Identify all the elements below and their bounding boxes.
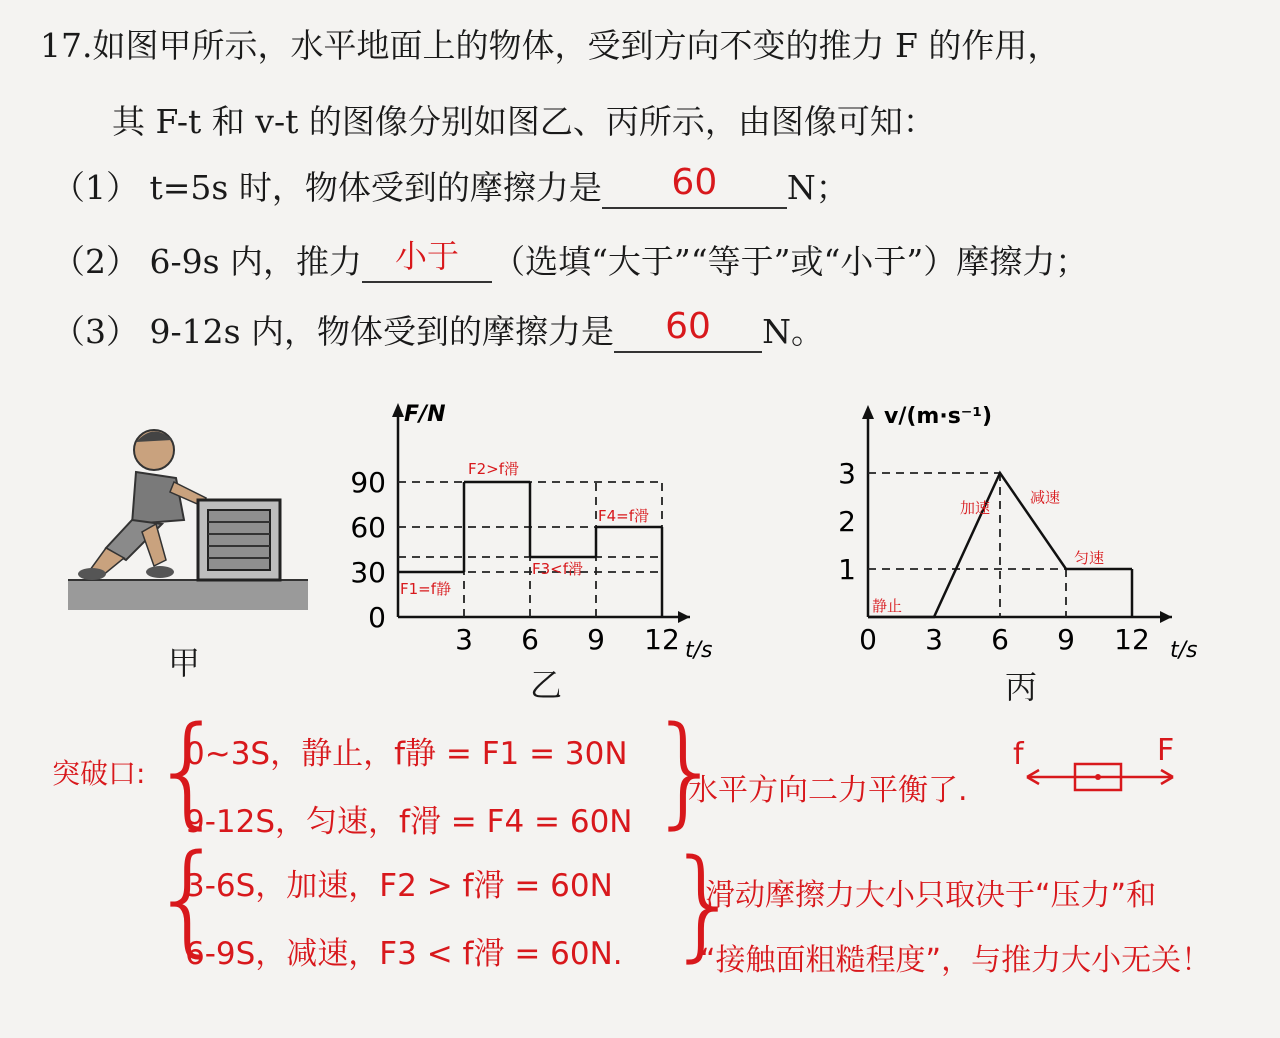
y-tick-label: 60 <box>350 511 386 544</box>
question-stem-1: 如图甲所示，水平地面上的物体，受到方向不变的推力 F 的作用， <box>92 26 1061 65</box>
x-tick-label: 12 <box>644 623 680 656</box>
q3-blank <box>614 306 762 353</box>
force-f-label: f <box>1013 737 1024 772</box>
note-friction-1: 滑动摩擦力大小只取决于“压力”和 <box>705 878 1157 913</box>
annotation-label: 静止 <box>872 597 903 615</box>
x-tick-label: 6 <box>521 623 539 656</box>
brace-1: { <box>150 702 227 841</box>
x-tick-label: 3 <box>925 623 943 656</box>
figure-jia-illustration <box>66 420 311 615</box>
y-tick-label: 1 <box>838 553 856 586</box>
y-tick-label: 0 <box>368 601 386 634</box>
question-part-2 <box>52 236 1088 283</box>
x-tick-label: 0 <box>859 623 877 656</box>
q2-blank <box>362 237 492 283</box>
question-part-3 <box>52 306 824 353</box>
note-row-4: 6-9S，减速，F3 < f滑 = 60N. <box>185 936 623 972</box>
question-stem-2: 其 F-t 和 v-t 的图像分别如图乙、丙所示，由图像可知： <box>112 102 936 141</box>
x-axis-label: t/s <box>685 638 713 663</box>
y-axis-arrow <box>862 405 874 419</box>
caption-yi: 乙 <box>530 666 563 704</box>
q2-suffix: （选填“大于”“等于”或“小于”）摩擦力； <box>492 242 1089 281</box>
note-balance: 水平方向二力平衡了. <box>688 773 968 808</box>
x-tick-label: 12 <box>1114 623 1150 656</box>
note-row-1: 0~3S，静止，f静 = F1 = 30N <box>185 736 628 772</box>
annotation-label: F4=f滑 <box>598 507 650 525</box>
annotation-label: 匀速 <box>1074 549 1105 567</box>
q1-blank <box>602 162 787 209</box>
x-tick-label: 3 <box>455 623 473 656</box>
brace-4: } <box>666 835 743 974</box>
annotation-label: F1=f静 <box>400 580 452 598</box>
q3-suffix: N。 <box>762 312 824 351</box>
q3-answer: 60 <box>665 306 711 347</box>
q1-suffix: N； <box>786 168 849 207</box>
annotation-label: 减速 <box>1030 488 1061 507</box>
force-diagram <box>1005 730 1205 810</box>
x-axis-arrow <box>678 611 690 623</box>
question-line-1 <box>40 20 1060 67</box>
boy-body <box>132 472 184 524</box>
question-part-1 <box>52 162 849 209</box>
question-number: 17. <box>40 26 93 65</box>
y-tick-label: 2 <box>838 505 856 538</box>
x-tick-label: 9 <box>1057 623 1075 656</box>
y-axis-label: v/(m·s⁻¹) <box>884 404 993 429</box>
force-F-label: F <box>1157 733 1175 768</box>
chart-bing <box>820 395 1220 695</box>
q3-prefix: （3） 9-12s 内，物体受到的摩擦力是 <box>52 312 615 351</box>
q2-answer: 小于 <box>395 237 460 275</box>
caption-bing: 丙 <box>1005 668 1038 706</box>
note-row-2: 9-12S，匀速，f滑 = F4 = 60N <box>185 804 633 840</box>
note-row-3: 3-6S，加速，F2 > f滑 = 60N <box>185 868 613 904</box>
y-axis-label: F/N <box>404 402 446 427</box>
caption-jia: 甲 <box>168 644 201 682</box>
y-tick-label: 3 <box>838 457 856 490</box>
annotation-label: 加速 <box>960 499 991 517</box>
y-tick-label: 90 <box>350 466 386 499</box>
chart-yi <box>330 395 730 695</box>
brace-3: { <box>150 830 227 969</box>
y-axis-arrow <box>392 403 404 417</box>
note-friction-2: “接触面粗糙程度”，与推力大小无关！ <box>700 943 1212 978</box>
x-tick-label: 9 <box>587 623 605 656</box>
ground <box>68 580 308 610</box>
annotation-label: F3<f滑 <box>532 560 584 578</box>
note-breakthrough: 突破口: <box>52 757 146 790</box>
brace-2: } <box>648 702 725 841</box>
y-tick-label: 30 <box>350 556 386 589</box>
x-tick-label: 6 <box>991 623 1009 656</box>
x-axis-label: t/s <box>1170 638 1198 663</box>
q2-prefix: （2） 6-9s 内，推力 <box>52 242 363 281</box>
x-axis-arrow <box>1160 611 1172 623</box>
question-line-2 <box>112 96 936 143</box>
q1-answer: 60 <box>671 162 718 203</box>
q1-prefix: （1） t=5s 时，物体受到的摩擦力是 <box>52 168 602 207</box>
annotation-label: F2>f滑 <box>468 460 520 478</box>
